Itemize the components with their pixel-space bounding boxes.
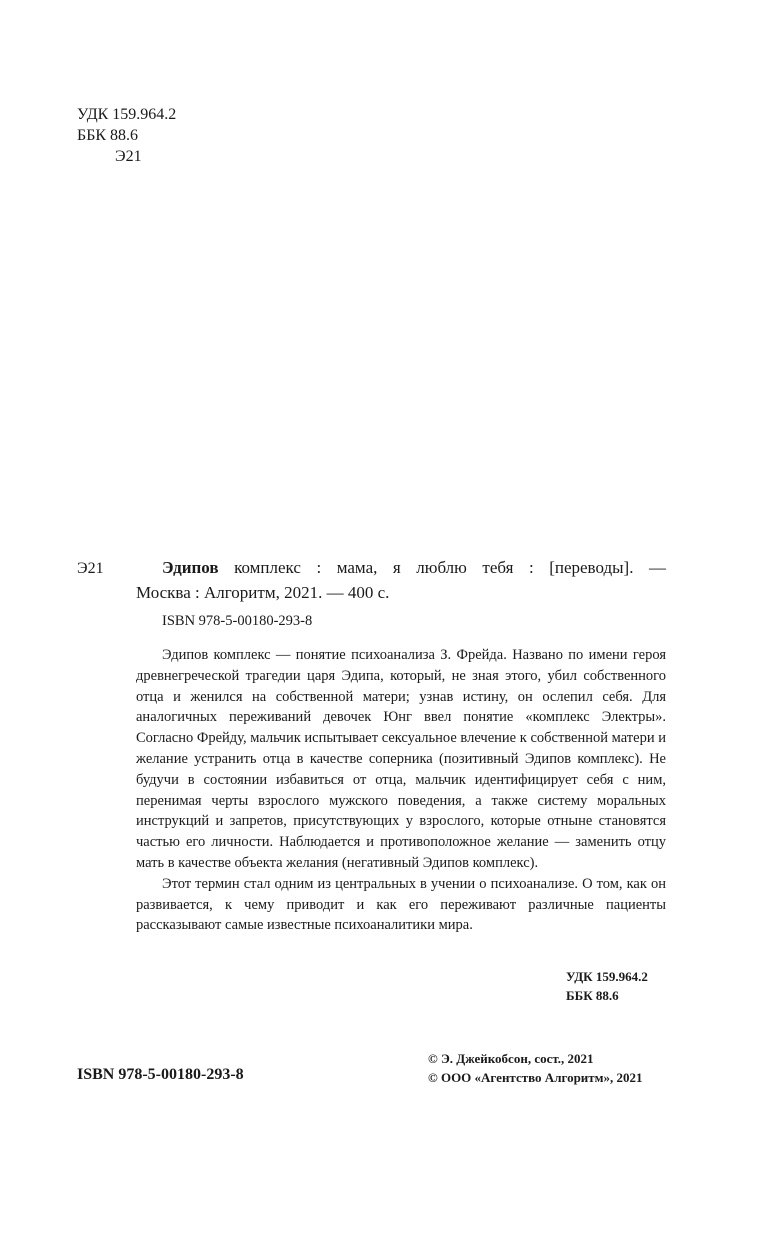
udk-code-bottom: УДК 159.964.2	[566, 969, 648, 984]
copyright-compiler: © Э. Джейкобсон, сост., 2021	[428, 1051, 594, 1066]
title-bold: Эдипов	[162, 558, 219, 577]
annotation	[136, 645, 666, 936]
bottom-classification-codes	[566, 967, 648, 1005]
imprint-line: Москва : Алгоритм, 2021. — 400 с.	[136, 583, 390, 602]
bbk-code: ББК 88.6	[77, 127, 139, 144]
isbn-entry: ISBN 978-5-00180-293-8	[162, 613, 313, 629]
bbk-code-bottom: ББК 88.6	[566, 988, 619, 1003]
isbn-bottom: ISBN 978-5-00180-293-8	[77, 1066, 244, 1083]
author-mark: Э21	[77, 560, 104, 577]
author-mark-top: Э21	[115, 148, 142, 165]
copyright-block	[428, 1049, 643, 1087]
title-rest: комплекс : мама, я люблю тебя : [переводы]. —	[218, 558, 666, 577]
udk-code: УДК 159.964.2	[77, 106, 177, 123]
top-classification-codes	[77, 104, 176, 167]
bibliographic-entry	[136, 555, 666, 605]
annotation-paragraph-1: Эдипов комплекс — понятие психоанализа З. Фрейда. Названо по имени героя древнегреческой трагедии царя Эдипа, который, не зная этого, убил собственного отца и женился на собственной матери; узнав истину, он ослепил себя. Для аналогичных переживаний девочек Юнг ввел понятие «комплекс Электры». Согласно Фрейду, мальчик испытывает сексуальное влечение к собственной матери и желание устранить отца в качестве соперника (позитивный Эдипов комплекс). Не будучи в состоянии избавиться от отца, мальчик идентифицирует себя с ним, перенимая черты взрослого мужского поведения, а также систему моральных инструкций и запретов, присутствующих у взрослого, которые отныне становятся частью его личности. Наблюдается и противоположное желание — заменить отцу мать в качестве объекта желания (негативный Эдипов комплекс).	[136, 647, 666, 871]
title-line	[136, 555, 666, 580]
copyright-publisher: © ООО «Агентство Алгоритм», 2021	[428, 1070, 643, 1085]
annotation-paragraph-2: Этот термин стал одним из центральных в учении о психоанализе. О том, как он развивается, к чему приводит и как его переживают различные пациенты рассказывают самые известные психоаналитики мира.	[136, 875, 666, 934]
